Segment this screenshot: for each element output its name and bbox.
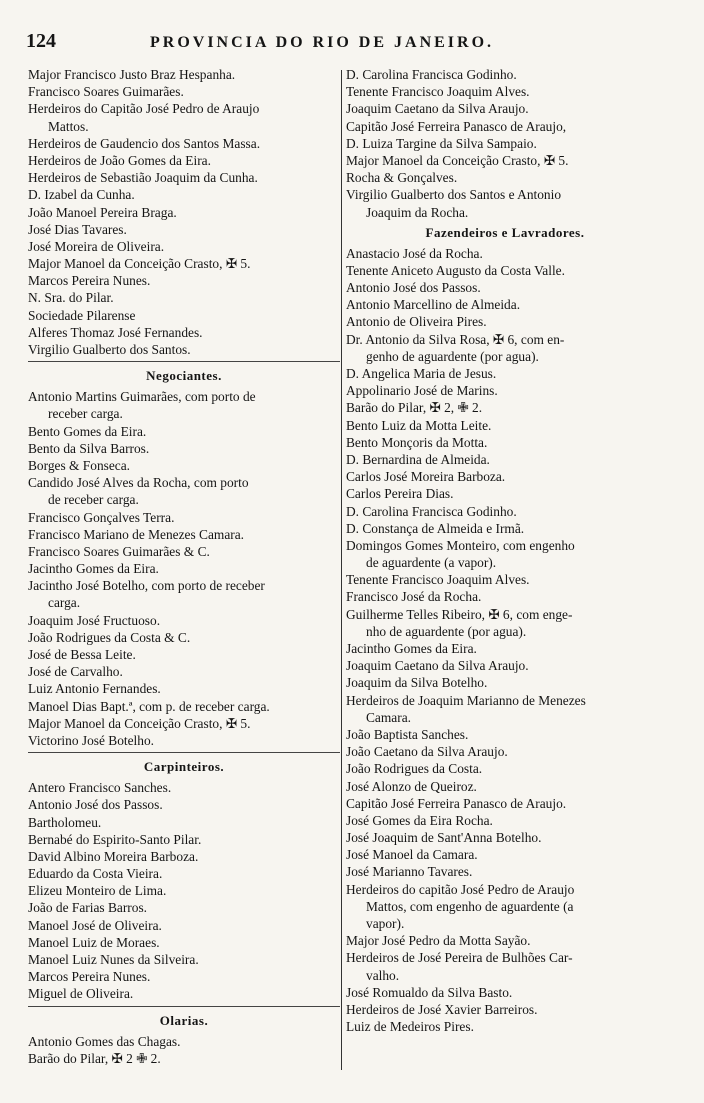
directory-entry: D. Carolina Francisca Godinho. xyxy=(346,503,517,519)
directory-entry: Herdeiros de Sebastião Joaquim da Cunha. xyxy=(28,170,258,186)
directory-entry: Borges & Fonseca. xyxy=(28,457,131,473)
directory-entry: Bernabé do Espirito-Santo Pilar. xyxy=(28,831,202,847)
directory-entry: Jacintho José Botelho, com porto de receber xyxy=(28,578,265,594)
directory-entry: D. Carolina Francisca Godinho. xyxy=(346,67,517,82)
directory-entry: David Albino Moreira Barboza. xyxy=(28,848,199,864)
directory-entry: Manoel Luiz Nunes da Silveira. xyxy=(28,952,199,967)
directory-entry: Domingos Gomes Monteiro, com engenho xyxy=(346,537,575,553)
directory-entry: Luiz de Medeiros Pires. xyxy=(346,1019,474,1035)
directory-entry: João Rodrigues da Costa & C. xyxy=(28,629,191,645)
entry-continuation: carga. xyxy=(48,595,81,611)
directory-entry: João Manoel Pereira Braga. xyxy=(28,204,177,220)
entry-continuation: genho de aguardente (por agua). xyxy=(366,348,539,364)
directory-entry: Antonio Marcellino de Almeida. xyxy=(346,297,521,313)
directory-entry: José Gomes da Eira Rocha. xyxy=(346,812,493,828)
directory-entry: Sociedade Pilarense xyxy=(28,307,136,323)
directory-entry: Herdeiros de João Gomes da Eira. xyxy=(28,152,211,168)
section-heading: Olarias. xyxy=(159,1012,209,1028)
directory-entry: Virgilio Gualberto dos Santos e Antonio xyxy=(346,187,562,203)
left-column xyxy=(28,66,340,1067)
directory-entry: José de Bessa Leite. xyxy=(28,647,136,662)
entry-continuation: Mattos, com engenho de aguardente (a xyxy=(366,898,574,914)
directory-entry: Capitão José Ferreira Panasco de Araujo, xyxy=(346,118,567,134)
directory-entry: Bento Gomes da Eira. xyxy=(28,423,147,439)
directory-entry: Barão do Pilar, ✠ 2, ✙ 2. xyxy=(346,400,483,416)
directory-entry: José Romualdo da Silva Basto. xyxy=(346,984,513,1000)
directory-entry: Joaquim José Fructuoso. xyxy=(28,612,161,628)
directory-entry: Manoel José de Oliveira. xyxy=(28,917,162,933)
directory-entry: Jacintho Gomes da Eira. xyxy=(28,561,159,577)
directory-entry: Rocha & Gonçalves. xyxy=(346,170,458,186)
page-number: 124 xyxy=(26,30,56,52)
directory-entry: José Manoel da Camara. xyxy=(346,847,478,863)
directory-entry: Bento da Silva Barros. xyxy=(28,440,150,456)
directory-entry: D. Constança de Almeida e Irmã. xyxy=(346,520,525,536)
directory-entry: D. Bernardina de Almeida. xyxy=(346,451,490,467)
section-heading: Carpinteiros. xyxy=(143,759,225,775)
directory-entry: Tenente Francisco Joaquim Alves. xyxy=(346,572,530,588)
entry-continuation: vapor). xyxy=(366,916,405,931)
directory-entry: Carlos José Moreira Barboza. xyxy=(346,469,506,485)
directory-entry: Antonio de Oliveira Pires. xyxy=(346,314,487,330)
section-heading: Negociantes. xyxy=(146,368,222,384)
directory-entry: Dr. Antonio da Silva Rosa, ✠ 6, com en- xyxy=(346,331,565,347)
directory-entry: Francisco Gonçalves Terra. xyxy=(28,509,175,525)
directory-entry: Anastacio José da Rocha. xyxy=(346,245,483,261)
directory-entry: Luiz Antonio Fernandes. xyxy=(28,681,161,697)
entry-continuation: Camara. xyxy=(366,709,411,725)
directory-entry: José Marianno Tavares. xyxy=(346,864,473,880)
directory-entry: Miguel de Oliveira. xyxy=(28,986,134,1002)
directory-entry: Candido José Alves da Rocha, com porto xyxy=(28,475,249,491)
entry-continuation: de aguardente (a vapor). xyxy=(366,555,497,571)
directory-entry: Major José Pedro da Motta Sayão. xyxy=(346,933,531,949)
directory-entry: Marcos Pereira Nunes. xyxy=(28,273,151,289)
directory-entry: Tenente Aniceto Augusto da Costa Valle. xyxy=(346,262,565,278)
directory-entry: José Dias Tavares. xyxy=(28,221,127,237)
directory-entry: Antonio José dos Passos. xyxy=(28,797,163,813)
directory-entry: João Baptista Sanches. xyxy=(346,726,469,742)
directory-entry: Major Francisco Justo Braz Hespanha. xyxy=(28,67,236,82)
column-divider xyxy=(341,70,342,1070)
directory-entry: Manoel Dias Bapt.ª, com p. de receber carga. xyxy=(28,698,270,714)
directory-entry: Elizeu Monteiro de Lima. xyxy=(28,883,167,899)
directory-entry: D. Luiza Targine da Silva Sampaio. xyxy=(346,135,537,151)
directory-entry: N. Sra. do Pilar. xyxy=(28,290,114,306)
directory-entry: José Moreira de Oliveira. xyxy=(28,238,165,254)
directory-entry: Marcos Pereira Nunes. xyxy=(28,969,151,985)
directory-entry: Joaquim da Silva Botelho. xyxy=(346,675,488,691)
directory-entry: João de Farias Barros. xyxy=(28,900,147,916)
entry-continuation: valho. xyxy=(366,967,400,983)
directory-entry: José Alonzo de Queiroz. xyxy=(346,778,477,794)
directory-entry: Carlos Pereira Dias. xyxy=(346,486,454,502)
directory-entry: Antero Francisco Sanches. xyxy=(28,780,172,796)
directory-entry: Francisco Mariano de Menezes Camara. xyxy=(28,526,245,542)
directory-entry: Francisco Soares Guimarães & C. xyxy=(28,543,210,559)
directory-entry: Antonio Martins Guimarães, com porto de xyxy=(28,389,256,405)
directory-entry: Herdeiros de Joaquim Marianno de Menezes xyxy=(346,692,586,708)
directory-entry: Francisco José da Rocha. xyxy=(346,589,482,605)
entry-continuation: Mattos. xyxy=(48,118,89,134)
directory-entry: João Caetano da Silva Araujo. xyxy=(346,744,508,760)
directory-entry: Herdeiros de José Pereira de Bulhões Car- xyxy=(346,950,573,966)
directory-entry: Appolinario José de Marins. xyxy=(346,383,498,399)
directory-entry: D. Angelica Maria de Jesus. xyxy=(346,366,497,381)
directory-entry: Tenente Francisco Joaquim Alves. xyxy=(346,84,530,100)
directory-entry: D. Izabel da Cunha. xyxy=(28,187,135,203)
directory-entry: Guilherme Telles Ribeiro, ✠ 6, com enge- xyxy=(346,606,573,622)
directory-entry: Herdeiros de Gaudencio dos Santos Massa. xyxy=(28,135,261,151)
section-heading: Fazendeiros e Lavradores. xyxy=(425,224,585,240)
directory-entry: Joaquim Caetano da Silva Araujo. xyxy=(346,101,529,117)
directory-entry: Major Manoel da Conceição Crasto, ✠ 5. xyxy=(28,256,251,272)
directory-entry: José Joaquim de Sant'Anna Botelho. xyxy=(346,830,542,846)
directory-entry: Major Manoel da Conceição Crasto, ✠ 5. xyxy=(346,152,569,168)
directory-entry: Manoel Luiz de Moraes. xyxy=(28,934,160,950)
page-header xyxy=(0,30,704,62)
section-rule xyxy=(28,752,340,753)
directory-entry: Alferes Thomaz José Fernandes. xyxy=(28,324,203,340)
directory-entry: Herdeiros do capitão José Pedro de Araujo xyxy=(346,881,575,897)
directory-entry: Major Manoel da Conceição Crasto, ✠ 5. xyxy=(28,715,251,731)
directory-entry: Joaquim Caetano da Silva Araujo. xyxy=(346,658,529,674)
entry-continuation: Joaquim da Rocha. xyxy=(366,204,469,220)
section-rule xyxy=(28,1006,340,1007)
entry-continuation: nho de aguardente (por agua). xyxy=(366,623,527,639)
directory-entry: Francisco Soares Guimarães. xyxy=(28,84,184,100)
directory-entry: Herdeiros do Capitão José Pedro de Araujo xyxy=(28,101,260,117)
directory-entry: Capitão José Ferreira Panasco de Araujo. xyxy=(346,795,567,811)
directory-entry: Bento Luiz da Motta Leite. xyxy=(346,417,492,433)
directory-entry: Virgilio Gualberto dos Santos. xyxy=(28,342,191,357)
directory-entry: Bento Monçoris da Motta. xyxy=(346,434,488,450)
directory-entry: Jacintho Gomes da Eira. xyxy=(346,641,477,656)
directory-entry: Eduardo da Costa Vieira. xyxy=(28,866,163,882)
directory-entry: José de Carvalho. xyxy=(28,664,123,680)
running-title: PROVINCIA DO RIO DE JANEIRO. xyxy=(150,34,495,51)
entry-continuation: receber carga. xyxy=(48,406,123,422)
directory-entry: Victorino José Botelho. xyxy=(28,732,155,748)
directory-entry: João Rodrigues da Costa. xyxy=(346,761,483,777)
directory-entry: Herdeiros de José Xavier Barreiros. xyxy=(346,1001,538,1017)
directory-entry: Antonio José dos Passos. xyxy=(346,280,481,296)
directory-entry: Bartholomeu. xyxy=(28,814,102,830)
right-column xyxy=(346,66,664,1035)
entry-continuation: de receber carga. xyxy=(48,492,139,508)
section-rule xyxy=(28,361,340,362)
directory-entry: Barão do Pilar, ✠ 2 ✙ 2. xyxy=(28,1050,161,1066)
directory-entry: Antonio Gomes das Chagas. xyxy=(28,1033,181,1049)
